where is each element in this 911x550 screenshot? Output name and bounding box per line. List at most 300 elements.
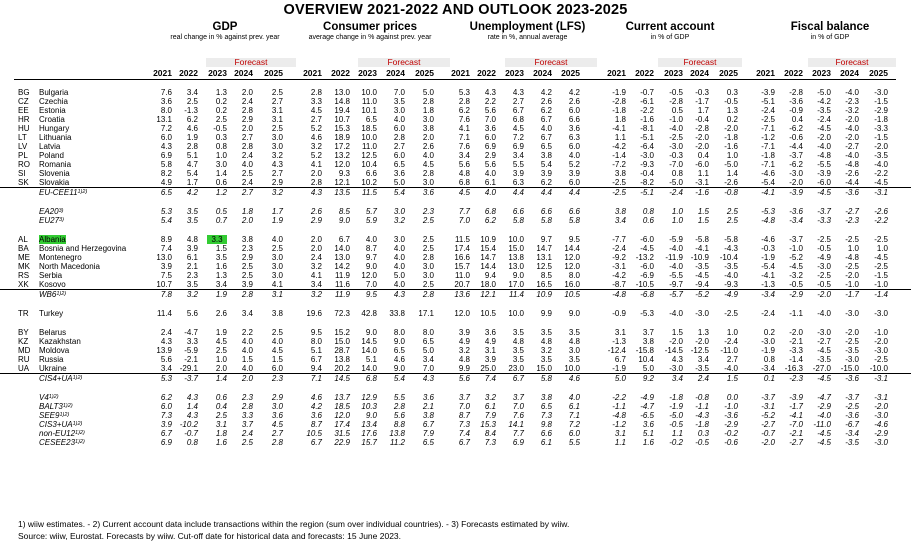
table-cell: 3.1 (614, 429, 626, 438)
table-cell: 15.7 (361, 438, 377, 447)
table-cell: 1.3 (215, 88, 227, 97)
year-header: 2025 (869, 68, 888, 78)
table-cell: -3.4 (789, 216, 803, 225)
table-cell: 4.2 (186, 188, 198, 197)
group-unemployment (455, 20, 600, 42)
table-cell: 2.7 (271, 97, 283, 106)
table-cell: -4.6 (761, 235, 775, 244)
table-row (0, 364, 911, 373)
table-cell: 6.7 (512, 374, 524, 383)
table-cell: -5.5 (817, 160, 831, 169)
table-cell: 3.8 (642, 337, 654, 346)
table-cell: 3.0 (393, 207, 405, 216)
table-cell: 3.6 (568, 124, 580, 133)
table-cell: 6.5 (422, 337, 434, 346)
country-code: CZ (18, 97, 29, 106)
table-cell: 6.0 (393, 151, 405, 160)
table-cell: -8.1 (640, 124, 654, 133)
table-cell: 6.1 (484, 402, 496, 411)
table-cell: -0.9 (789, 106, 803, 115)
table-cell: -3.1 (874, 374, 888, 383)
table-cell: 4.5 (271, 420, 283, 429)
table-cell: -1.9 (612, 88, 626, 97)
table-cell: 8.0 (310, 337, 322, 346)
table-cell: -2.5 (669, 133, 683, 142)
table-cell: -4.5 (874, 178, 888, 187)
table-cell: -2.5 (612, 178, 626, 187)
table-cell: -4.0 (817, 142, 831, 151)
table-cell: 14.7 (536, 244, 552, 253)
table-cell: 4.0 (484, 169, 496, 178)
table-row (0, 88, 911, 97)
table-cell: 5.6 (458, 160, 470, 169)
country-name (39, 411, 69, 420)
country-name-text: CESEE23 (39, 438, 76, 447)
table-cell: -0.5 (817, 244, 831, 253)
table-row (0, 346, 911, 355)
table-cell: 3.8 (422, 124, 434, 133)
table-cell: 0.3 (726, 88, 738, 97)
row-spacer (0, 383, 911, 393)
table-cell: 13.5 (334, 188, 350, 197)
table-cell: 9.8 (540, 420, 552, 429)
table-cell: 2.5 (422, 244, 434, 253)
table-cell: 3.2 (540, 346, 552, 355)
table-cell: 17.2 (334, 142, 350, 151)
table-cell: 6.7 (540, 133, 552, 142)
table-cell: -2.5 (874, 262, 888, 271)
table-cell: 11.4 (157, 309, 172, 318)
table-cell: -5.7 (669, 290, 683, 299)
table-cell: 4.0 (241, 160, 253, 169)
table-cell: 5.7 (365, 207, 377, 216)
table-cell: 5.6 (160, 355, 172, 364)
table-cell: 7.0 (458, 402, 470, 411)
country-name (39, 309, 63, 318)
table-cell: -3.0 (817, 262, 831, 271)
table-cell: 2.2 (241, 328, 253, 337)
table-cell: 3.2 (310, 290, 322, 299)
table-cell: -10.9 (690, 253, 709, 262)
table-cell: 6.1 (540, 438, 552, 447)
table-cell: 3.3 (207, 235, 227, 244)
table-cell: -1.3 (761, 280, 775, 289)
table-cell: 3.0 (271, 271, 283, 280)
table-cell: -3.5 (817, 106, 831, 115)
table-cell: 4.8 (458, 169, 470, 178)
table-cell: 0.6 (642, 216, 654, 225)
table-cell: 11.5 (455, 235, 470, 244)
table-cell: -2.5 (874, 355, 888, 364)
table-cell: 1.1 (614, 133, 626, 142)
table-cell: -4.9 (724, 290, 738, 299)
table-cell: -2.5 (874, 235, 888, 244)
country-name-text: Poland (39, 151, 64, 160)
table-cell: -3.2 (845, 106, 859, 115)
table-cell: 1.1 (671, 429, 683, 438)
table-cell: 2.7 (310, 115, 322, 124)
table-cell: 2.5 (241, 169, 253, 178)
table-cell: 3.0 (422, 178, 434, 187)
table-cell: -4.5 (789, 262, 803, 271)
table-cell: -1.0 (724, 402, 738, 411)
table-cell: 31.5 (334, 429, 350, 438)
table-cell: -1.5 (874, 97, 888, 106)
table-cell: -2.3 (845, 97, 859, 106)
table-cell: -4.0 (845, 88, 859, 97)
country-name (39, 393, 59, 402)
table-cell: 17.1 (418, 309, 434, 318)
table-cell: -3.6 (789, 97, 803, 106)
table-cell: 15.0 (536, 364, 552, 373)
table-cell: -3.4 (845, 429, 859, 438)
table-cell: -1.3 (184, 106, 198, 115)
table-cell: -6.2 (789, 160, 803, 169)
table-cell: 13.8 (508, 253, 524, 262)
table-row (0, 411, 911, 420)
table-cell: -4.4 (789, 142, 803, 151)
table-cell: 2.8 (271, 438, 283, 447)
table-cell: 10.0 (361, 133, 377, 142)
table-cell: -3.2 (789, 271, 803, 280)
country-code: LV (18, 142, 28, 151)
table-cell: 5.2 (568, 160, 580, 169)
table-cell: 9.0 (393, 337, 405, 346)
table-cell: 1.9 (271, 216, 283, 225)
table-cell: -2.0 (817, 133, 831, 142)
forecast-label: Forecast (505, 58, 597, 67)
table-cell: 2.4 (241, 429, 253, 438)
table-row (0, 97, 911, 106)
table-cell: -12.5 (690, 346, 709, 355)
table-cell: 13.0 (334, 88, 350, 97)
country-name (39, 178, 69, 187)
table-cell: -1.8 (612, 106, 626, 115)
table-cell: 5.0 (393, 178, 405, 187)
table-cell: -1.5 (874, 271, 888, 280)
table-cell: -4.8 (845, 253, 859, 262)
table-cell: 2.0 (241, 124, 253, 133)
table-cell: 4.3 (271, 160, 283, 169)
table-row (0, 160, 911, 169)
table-cell: 4.9 (160, 178, 172, 187)
table-cell: 3.4 (671, 374, 683, 383)
table-cell: 7.9 (484, 411, 496, 420)
table-cell: -4.5 (874, 253, 888, 262)
table-cell: -6.0 (695, 160, 709, 169)
year-header: 2023 (208, 68, 227, 78)
row-spacer (0, 197, 911, 207)
table-cell: 2.5 (215, 411, 227, 420)
table-cell: 2.0 (422, 133, 434, 142)
table-cell: 6.8 (512, 115, 524, 124)
table-cell: 12.0 (334, 160, 350, 169)
table-cell: 3.9 (484, 355, 496, 364)
table-cell: 3.0 (422, 115, 434, 124)
table-cell: 5.6 (186, 309, 198, 318)
table-cell: -2.0 (874, 142, 888, 151)
table-cell: 4.3 (671, 355, 683, 364)
table-cell: 3.9 (458, 328, 470, 337)
table-cell: -3.9 (761, 88, 775, 97)
table-cell: 4.0 (365, 235, 377, 244)
table-cell: 3.4 (310, 280, 322, 289)
table-cell: 7.0 (458, 216, 470, 225)
table-cell: -2.3 (845, 216, 859, 225)
country-name-text: Belarus (39, 328, 67, 337)
table-cell: 4.8 (458, 355, 470, 364)
table-cell: -0.5 (213, 124, 227, 133)
table-cell: 3.3 (241, 411, 253, 420)
table-cell: -4.5 (817, 188, 831, 197)
table-cell: 18.9 (334, 133, 350, 142)
table-cell: -0.4 (640, 169, 654, 178)
table-cell: 6.2 (186, 115, 198, 124)
table-cell: 1.8 (614, 115, 626, 124)
footnote-marker: 1)2) (72, 421, 83, 427)
table-cell: 3.8 (422, 411, 434, 420)
country-name (39, 97, 68, 106)
table-cell: -2.7 (845, 142, 859, 151)
table-row (0, 207, 911, 216)
table-cell: -5.1 (640, 133, 654, 142)
table-cell: 3.1 (271, 115, 283, 124)
table-cell: 3.6 (393, 169, 405, 178)
table-cell: -2.5 (845, 402, 859, 411)
table-cell: -2.4 (817, 115, 831, 124)
table-cell: 6.5 (393, 346, 405, 355)
table-cell: -7.1 (761, 160, 775, 169)
table-cell: -4.1 (789, 411, 803, 420)
table-cell: -4.8 (612, 411, 626, 420)
table-cell: -5.4 (761, 262, 775, 271)
table-cell: -3.5 (845, 438, 859, 447)
table-cell: 2.6 (422, 142, 434, 151)
table-cell: 2.5 (271, 328, 283, 337)
table-cell: 6.0 (568, 106, 580, 115)
table-cell: 7.3 (484, 438, 496, 447)
table-cell: -1.0 (874, 280, 888, 289)
table-cell: -4.8 (761, 216, 775, 225)
table-cell: -8.2 (640, 178, 654, 187)
table-cell: 13.4 (361, 420, 377, 429)
table-cell: -1.7 (695, 97, 709, 106)
table-cell: 6.9 (160, 438, 172, 447)
table-cell: -4.9 (640, 393, 654, 402)
year-header: 2021 (451, 68, 470, 78)
table-cell: 1.0 (215, 151, 227, 160)
table-cell: 2.0 (310, 235, 322, 244)
table-cell: 5.8 (568, 216, 580, 225)
table-cell: -9.4 (695, 280, 709, 289)
table-cell: 2.6 (215, 309, 227, 318)
table-cell: 9.2 (642, 374, 654, 383)
table-cell: 2.4 (241, 97, 253, 106)
table-cell: -9.7 (669, 280, 683, 289)
table-cell: -1.4 (789, 355, 803, 364)
table-cell: 2.0 (310, 169, 322, 178)
table-cell: 1.5 (697, 207, 709, 216)
table-cell: -1.2 (761, 133, 775, 142)
table-cell: 0.1 (763, 374, 775, 383)
country-name-text: CIS3+UA (39, 420, 73, 429)
table-cell: -2.0 (695, 142, 709, 151)
table-row (0, 106, 911, 115)
table-cell: 1.5 (671, 328, 683, 337)
table-cell: 3.0 (568, 346, 580, 355)
table-cell: 16.0 (564, 280, 580, 289)
table-cell: -3.9 (817, 169, 831, 178)
table-cell: -1.0 (845, 280, 859, 289)
table-cell: -15.8 (635, 346, 654, 355)
table-cell: 9.5 (568, 235, 580, 244)
group-title: Unemployment (LFS) (469, 21, 586, 33)
table-cell: 11.0 (362, 97, 377, 106)
table-cell: 0.6 (215, 178, 227, 187)
table-cell: 0.4 (791, 115, 803, 124)
table-cell: 3.5 (215, 253, 227, 262)
table-cell: 4.3 (186, 393, 198, 402)
table-cell: 4.7 (186, 160, 198, 169)
table-cell: -4.5 (817, 346, 831, 355)
table-cell: 8.8 (393, 420, 405, 429)
table-cell: -3.5 (695, 364, 709, 373)
table-cell: 8.2 (160, 169, 172, 178)
table-cell: 11.4 (509, 290, 524, 299)
table-cell: 4.3 (484, 88, 496, 97)
group-fiscal-balance (760, 20, 900, 42)
table-cell: -4.7 (184, 328, 198, 337)
table-cell: 13.8 (389, 429, 405, 438)
table-cell: 1.5 (241, 355, 253, 364)
table-cell: 2.8 (186, 142, 198, 151)
table-cell: 1.9 (186, 133, 198, 142)
table-cell: -4.8 (845, 160, 859, 169)
table-cell: -10.5 (635, 280, 654, 289)
table-cell: -0.3 (695, 88, 709, 97)
country-name (39, 262, 100, 271)
table-cell: -3.0 (669, 364, 683, 373)
table-cell: 5.8 (512, 216, 524, 225)
group-consumer-prices (290, 20, 450, 42)
table-cell: 5.2 (310, 151, 322, 160)
table-cell: -2.9 (874, 106, 888, 115)
table-cell: 2.3 (422, 207, 434, 216)
table-cell: 2.7 (271, 169, 283, 178)
table-cell: 1.5 (726, 374, 738, 383)
country-name (39, 133, 71, 142)
table-cell: 2.3 (186, 271, 198, 280)
table-cell: -2.4 (669, 188, 683, 197)
table-cell: 2.5 (215, 115, 227, 124)
table-cell: 3.4 (215, 280, 227, 289)
table-cell: 12.9 (361, 393, 377, 402)
table-cell: 3.5 (186, 216, 198, 225)
table-cell: 3.6 (484, 124, 496, 133)
table-cell: -4.3 (695, 411, 709, 420)
table-cell: -4.0 (669, 309, 683, 318)
table-cell: 2.0 (241, 216, 253, 225)
table-cell: -2.0 (789, 328, 803, 337)
table-cell: 42.8 (361, 309, 377, 318)
table-cell: -1.4 (612, 151, 626, 160)
table-cell: 6.0 (568, 142, 580, 151)
table-cell: -10.4 (719, 253, 738, 262)
table-cell: -1.8 (695, 420, 709, 429)
table-cell: 3.1 (614, 328, 626, 337)
table-cell: 2.0 (241, 88, 253, 97)
table-cell: -2.7 (761, 420, 775, 429)
table-cell: 7.0 (512, 402, 524, 411)
table-cell: 9.0 (393, 364, 405, 373)
table-cell: 0.3 (697, 429, 709, 438)
table-cell: 13.0 (334, 253, 350, 262)
table-cell: 5.8 (540, 216, 552, 225)
table-cell: -3.5 (695, 262, 709, 271)
table-cell: 6.6 (540, 429, 552, 438)
table-cell: 3.1 (271, 106, 283, 115)
year-header: 2022 (477, 68, 496, 78)
table-cell: 9.0 (365, 411, 377, 420)
table-cell: 6.1 (186, 253, 198, 262)
country-name-text: Latvia (39, 142, 61, 151)
table-cell: 9.5 (310, 328, 322, 337)
table-cell: 2.7 (241, 188, 253, 197)
table-cell: 4.4 (568, 188, 580, 197)
table-cell: -7.2 (612, 160, 626, 169)
table-cell: -5.0 (669, 178, 683, 187)
table-cell: 5.4 (393, 188, 405, 197)
table-cell: 3.0 (271, 253, 283, 262)
group-subtitle: average change in % against prev. year (308, 34, 432, 41)
table-cell: 3.4 (160, 364, 172, 373)
table-cell: -1.1 (695, 402, 709, 411)
table-cell: -2.9 (817, 402, 831, 411)
table-cell: 0.5 (671, 106, 683, 115)
table-cell: -4.6 (874, 420, 888, 429)
table-cell: 2.9 (271, 393, 283, 402)
table-cell: 7.6 (160, 88, 172, 97)
table-cell: 1.0 (726, 328, 738, 337)
table-cell: 12.1 (334, 178, 350, 187)
country-name (39, 244, 126, 253)
table-cell: 6.5 (393, 160, 405, 169)
table-cell: 3.9 (186, 244, 198, 253)
table-cell: 3.1 (484, 346, 496, 355)
table-cell: 4.6 (186, 124, 198, 133)
table-cell: 4.0 (241, 346, 253, 355)
row-spacer (0, 299, 911, 309)
table-cell: 15.2 (334, 328, 350, 337)
table-cell: 9.7 (540, 235, 552, 244)
table-cell: 10.0 (508, 309, 524, 318)
table-cell: 5.0 (393, 271, 405, 280)
table-cell: 2.8 (310, 178, 322, 187)
table-cell: -0.5 (669, 420, 683, 429)
table-cell: -2.0 (669, 337, 683, 346)
table-cell: -1.9 (669, 402, 683, 411)
table-cell: 6.7 (160, 429, 172, 438)
table-cell: 3.9 (241, 280, 253, 289)
country-name (39, 151, 64, 160)
table-cell: 4.1 (310, 271, 322, 280)
table-cell: -7.7 (612, 235, 626, 244)
table-cell: 5.0 (422, 346, 434, 355)
table-cell: -3.3 (789, 346, 803, 355)
table-cell: -4.0 (817, 309, 831, 318)
table-cell: 10.7 (334, 115, 350, 124)
table-cell: 3.2 (271, 151, 283, 160)
